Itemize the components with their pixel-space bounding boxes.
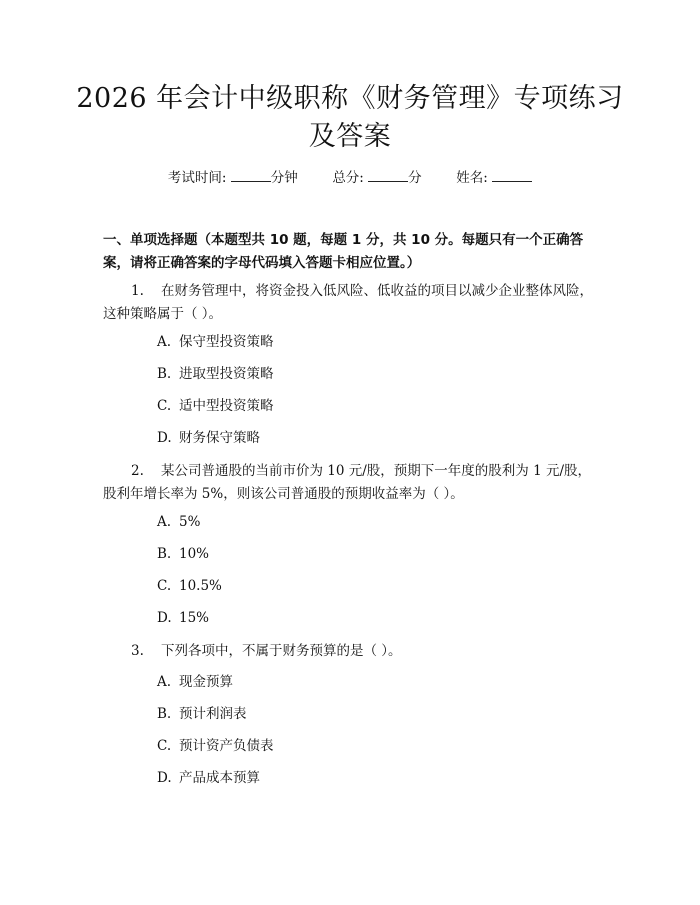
score-unit: 分	[408, 170, 422, 186]
question-3	[103, 640, 597, 663]
question-text: 在财务管理中，将资金投入低风险、低收益的项目以减少企业整体风险，	[161, 283, 593, 299]
option-2c[interactable]: C. 10.5%	[157, 578, 222, 594]
name-blank	[492, 169, 532, 182]
option-1c[interactable]: C. 适中型投资策略	[157, 398, 274, 414]
question-text-cont: 这种策略属于（ ）。	[103, 306, 223, 322]
question-text-cont: 股利年增长率为 5%，则该公司普通股的预期收益率为（ ）。	[103, 486, 464, 502]
option-2b[interactable]: B. 10%	[157, 546, 210, 562]
question-number: 1.	[131, 283, 144, 299]
time-unit: 分钟	[270, 170, 298, 186]
time-label: 考试时间:	[167, 170, 227, 186]
question-number: 2.	[131, 463, 144, 479]
exam-meta	[0, 168, 700, 188]
option-2a[interactable]: A. 5%	[157, 514, 201, 530]
page-title-line-2: 及答案	[308, 121, 392, 152]
section-heading: 一、单项选择题（本题型共 10 题，每题 1 分，共 10 分。每题只有一个正确答案，请将正确答案的字母代码填入答题卡相应位置。）	[103, 232, 584, 271]
question-1	[103, 280, 597, 326]
question-text: 某公司普通股的当前市价为 10 元/股，预期下一年度的股利为 1 元/股，	[161, 463, 592, 479]
question-number: 3.	[131, 643, 144, 659]
option-1d[interactable]: D. 财务保守策略	[157, 430, 260, 446]
question-2	[103, 460, 597, 506]
page-title-line-1: 2026 年会计中级职称《财务管理》专项练习	[76, 83, 624, 114]
option-3b[interactable]: B. 预计利润表	[157, 706, 247, 722]
option-1b[interactable]: B. 进取型投资策略	[157, 366, 274, 382]
score-label: 总分:	[332, 170, 364, 186]
score-blank	[368, 169, 408, 182]
option-3a[interactable]: A. 现金预算	[157, 674, 233, 690]
name-label: 姓名:	[456, 170, 488, 186]
question-text: 下列各项中，不属于财务预算的是（ ）。	[161, 643, 402, 659]
time-blank	[231, 169, 271, 182]
option-1a[interactable]: A. 保守型投资策略	[157, 334, 274, 350]
option-3c[interactable]: C. 预计资产负债表	[157, 738, 274, 754]
option-3d[interactable]: D. 产品成本预算	[157, 770, 260, 786]
option-2d[interactable]: D. 15%	[157, 610, 210, 626]
